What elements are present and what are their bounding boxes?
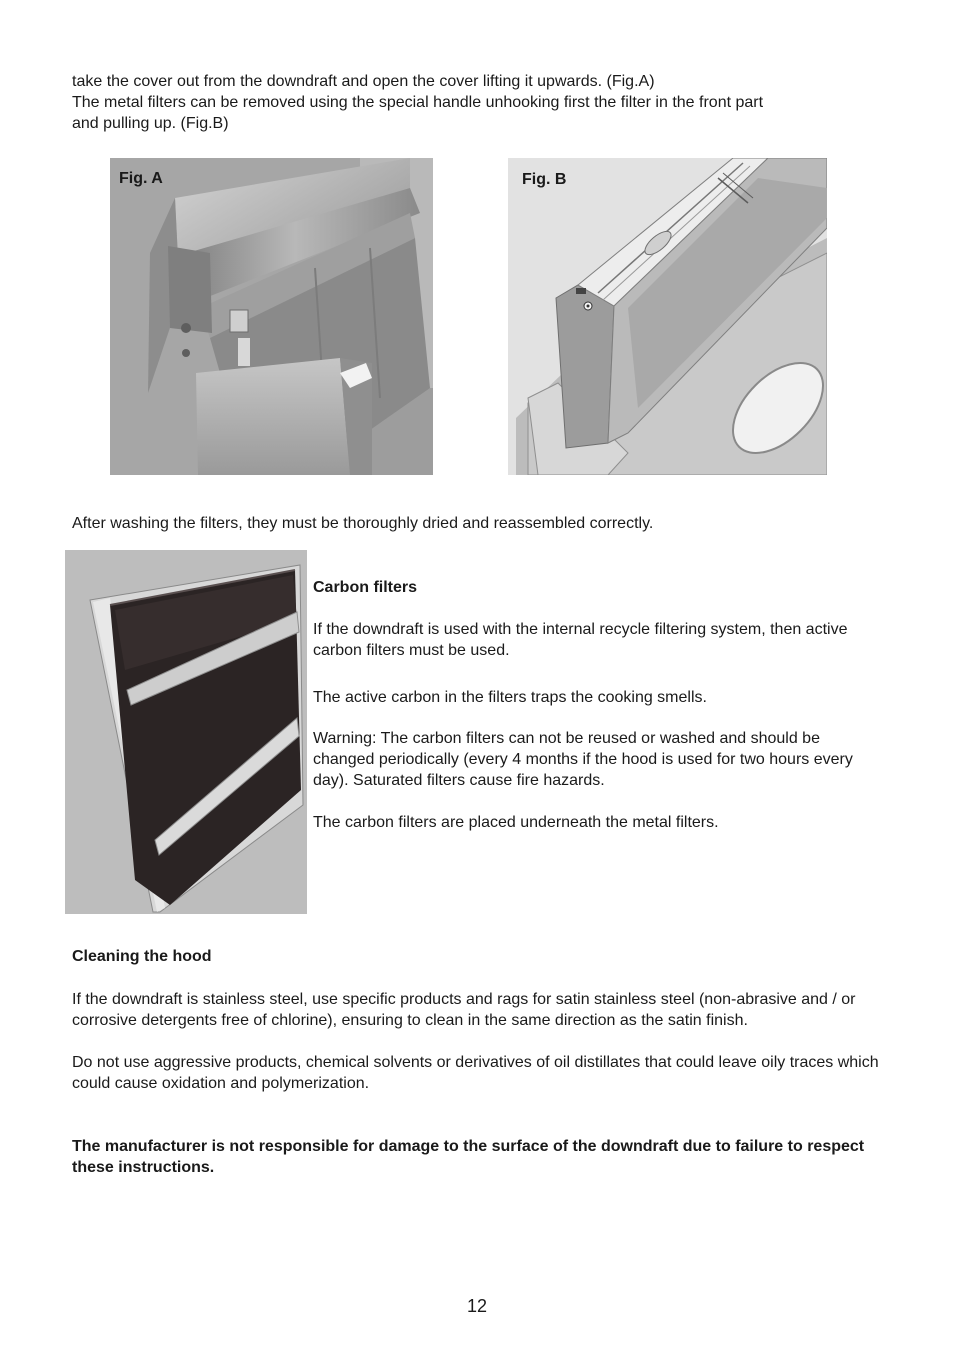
fig-b-label: Fig. B (522, 171, 567, 188)
fig-a-label: Fig. A (119, 170, 163, 187)
cleaning-paragraph-2: Do not use aggressive products, chemical solvents or derivatives of oil distillates that could leave oily traces which could cause oxidation and polymerization. (72, 1054, 879, 1092)
manufacturer-warning: The manufacturer is not responsible for damage to the surface of the downdraft due to failure to respect these instructions. (72, 1138, 865, 1176)
intro-line-2: The metal filters can be removed using the special handle unhooking first the filter in the front part (72, 94, 764, 111)
carbon-paragraph-2: The active carbon in the filters traps the cooking smells. (313, 689, 707, 706)
carbon-paragraph-4: The carbon filters are placed underneath the metal filters. (313, 814, 719, 831)
carbon-filter-photo-icon (65, 550, 307, 914)
metal-filter-drawing-icon (508, 158, 827, 475)
carbon-filter-image (65, 550, 307, 914)
carbon-paragraph-1: If the downdraft is used with the internal recycle filtering system, then active carbon filters must be used. (313, 621, 848, 659)
cleaning-paragraph-1: If the downdraft is stainless steel, use specific products and rags for satin stainless steel (non-abrasive and / or corrosive detergents free of chlorine), ensuring to clean in the same direction as the satin finish. (72, 991, 856, 1029)
carbon-heading: Carbon filters (313, 579, 418, 596)
fig-a-image (110, 158, 433, 475)
intro-line-3: and pulling up. (Fig.B) (72, 115, 229, 132)
cleaning-heading: Cleaning the hood (72, 948, 212, 965)
fig-b-image (508, 158, 827, 475)
intro-line-1: take the cover out from the downdraft and open the cover lifting it upwards. (Fig.A) (72, 73, 655, 90)
after-washing-text: After washing the filters, they must be thoroughly dried and reassembled correctly. (72, 515, 654, 532)
carbon-paragraph-3: Warning: The carbon filters can not be reused or washed and should be changed periodically (every 4 months if the hood is used for two hours every day). Saturated filters cause fire hazards. (313, 730, 853, 789)
downdraft-cover-photo-icon (110, 158, 433, 475)
page-number: 12 (466, 1296, 488, 1316)
